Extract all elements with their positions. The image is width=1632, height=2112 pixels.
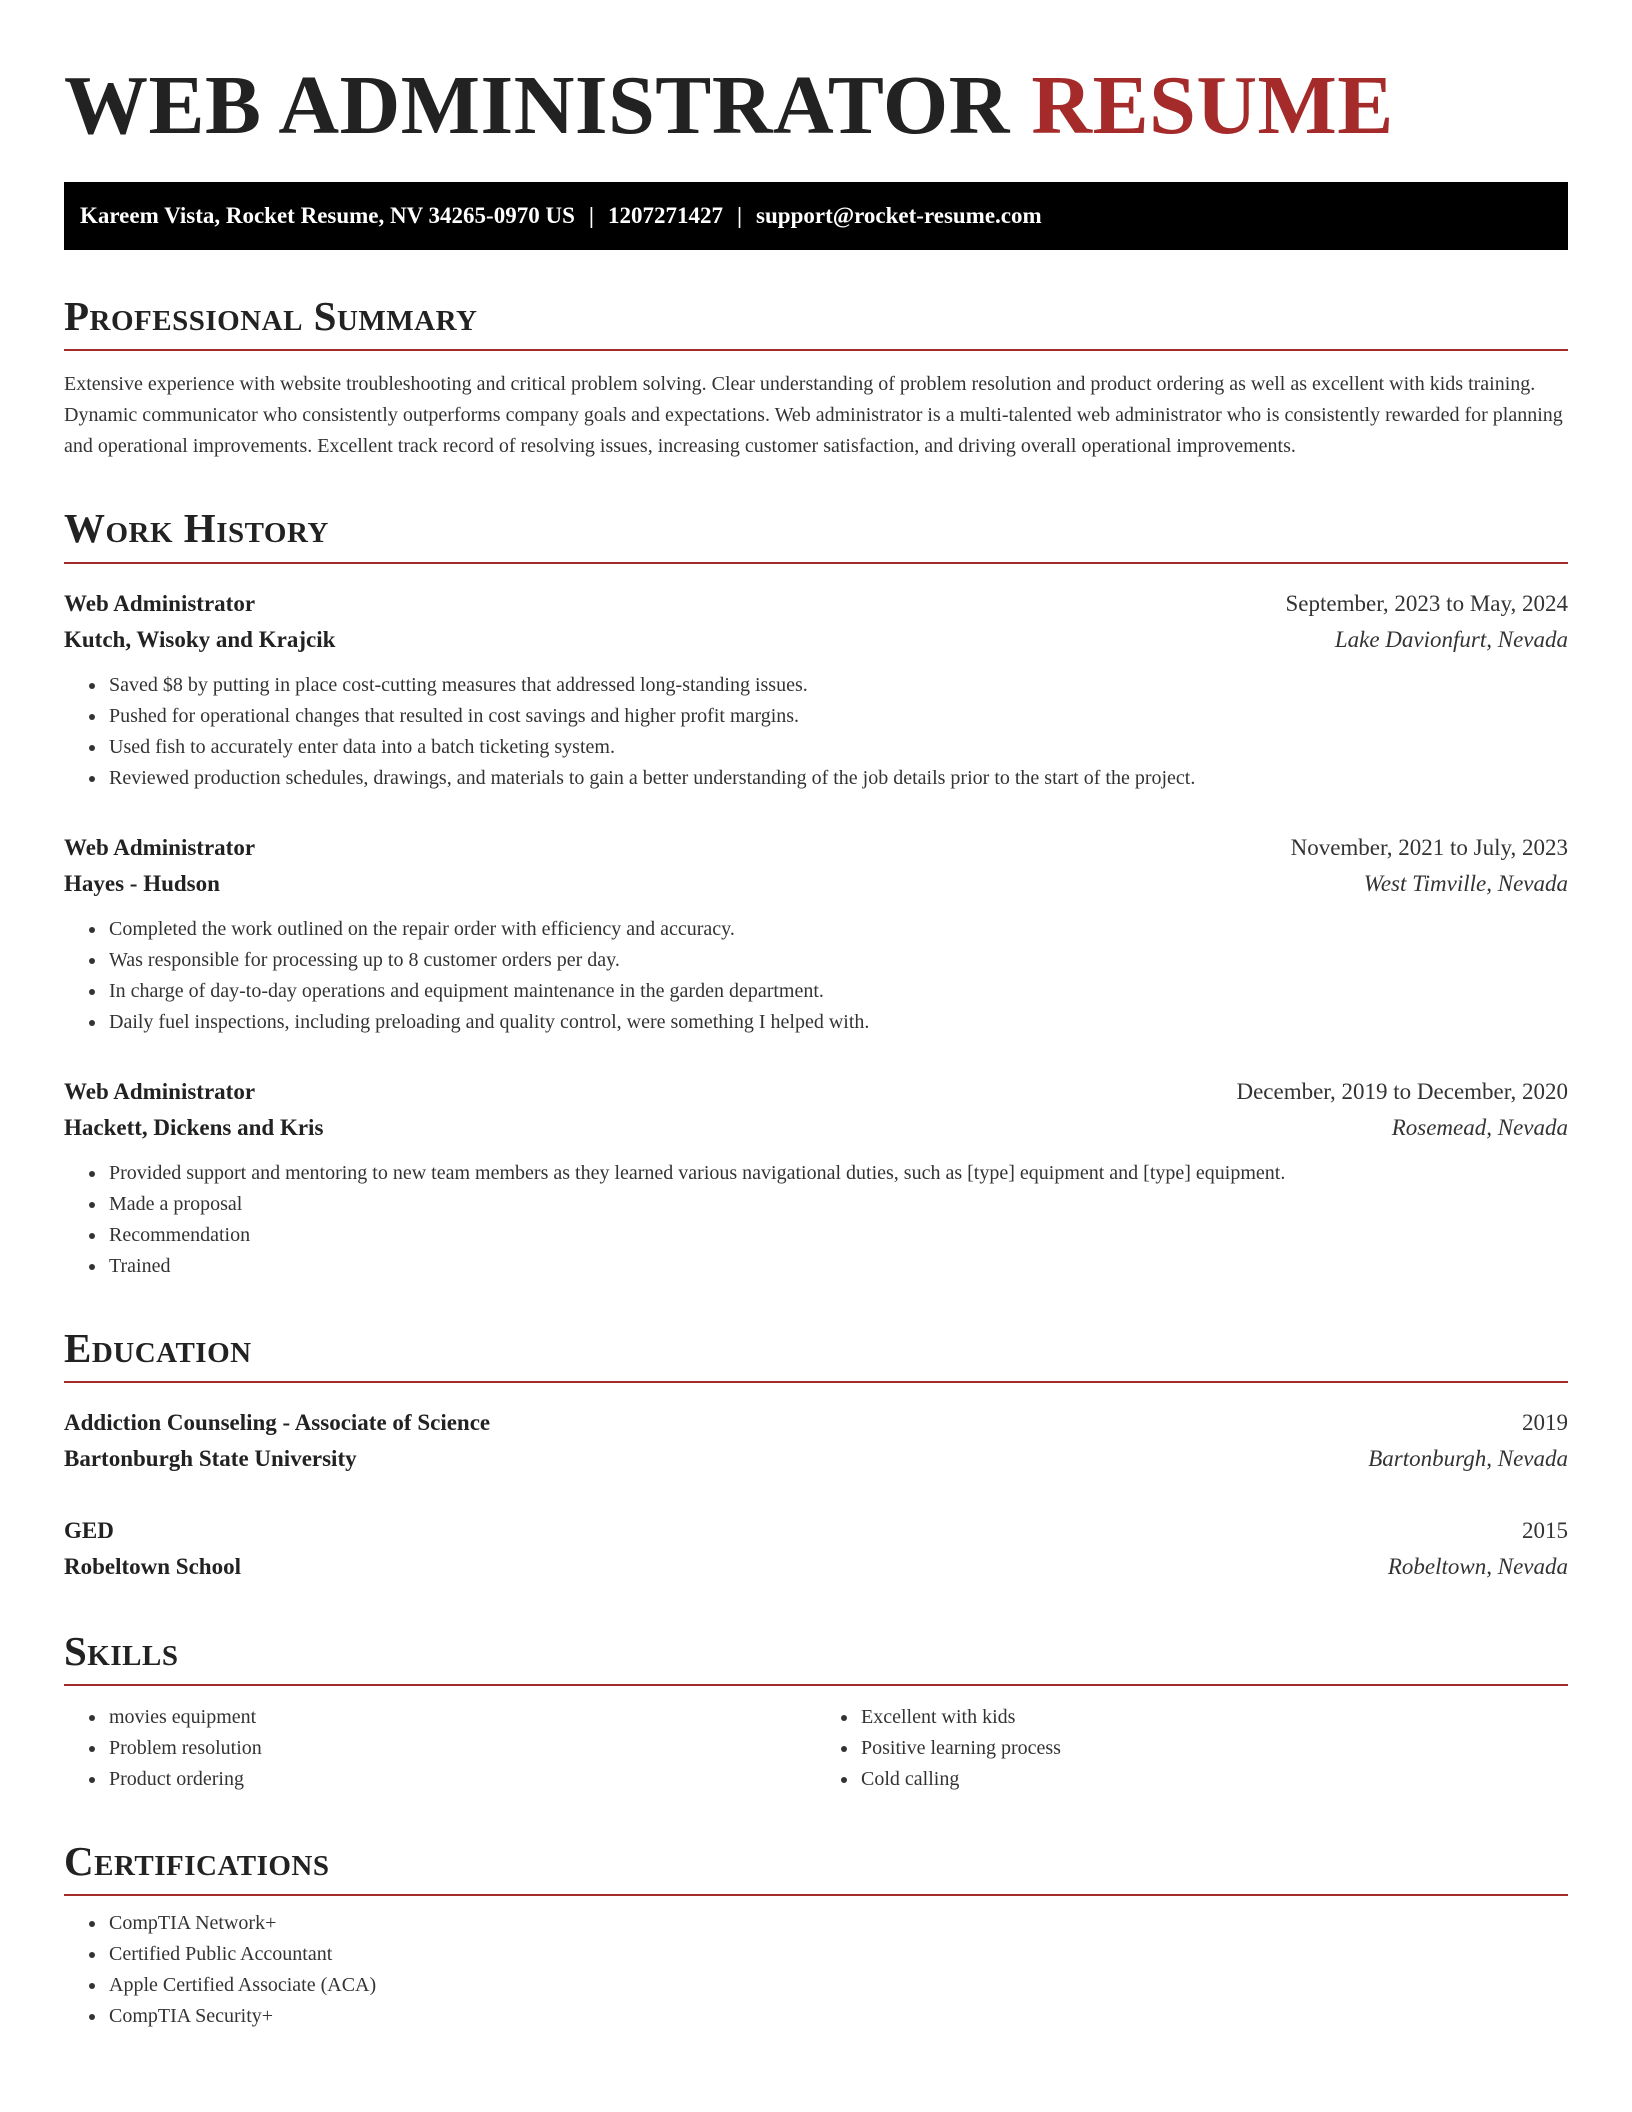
skill-item: • Positive learning process <box>859 1733 1568 1764</box>
education-degree: Addiction Counseling - Associate of Science <box>64 1409 491 1435</box>
job-title: Web Administrator <box>64 590 256 616</box>
certifications-section <box>64 1839 1568 2032</box>
education-section <box>64 1326 1568 1585</box>
certification-item: • CompTIA Network+ <box>107 1908 1568 1939</box>
education-degree-row <box>64 1405 1568 1441</box>
list-item: • Completed the work outlined on the repair order with efficiency and accuracy. <box>107 914 1568 945</box>
skill-item: • Problem resolution <box>107 1733 816 1764</box>
education-entry <box>64 1513 1568 1585</box>
job-header-row <box>64 830 1568 866</box>
education-school: Robeltown School <box>64 1553 241 1579</box>
title-accent: RESUME <box>1031 59 1394 152</box>
list-item: • Pushed for operational changes that resulted in cost savings and higher profit margins. <box>107 701 1568 732</box>
skills-list-left <box>64 1702 816 1795</box>
job-entry <box>64 586 1568 794</box>
education-degree-row <box>64 1513 1568 1549</box>
education-heading: Education <box>64 1326 1568 1383</box>
summary-section <box>64 294 1568 462</box>
skills-columns <box>64 1702 1568 1795</box>
skill-item: • Cold calling <box>859 1764 1568 1795</box>
job-company: Hayes - Hudson <box>64 870 220 896</box>
list-item: • In charge of day-to-day operations and equipment maintenance in the garden department. <box>107 976 1568 1007</box>
job-dates: November, 2021 to July, 2023 <box>1290 834 1568 860</box>
list-item: • Was responsible for processing up to 8 customer orders per day. <box>107 945 1568 976</box>
certification-item: • CompTIA Security+ <box>107 2001 1568 2032</box>
job-company-row <box>64 622 1568 658</box>
summary-text: Extensive experience with website troubleshooting and critical problem solving. Clear understanding of problem resolution and product ordering as well as excellent with kids training. Dynamic communicator who consistently outperforms company goals and expectations. Web administrator is a multi-talented web administrator who is consistently rewarded for planning and operational improvements. Excellent track record of resolving issues, increasing customer satisfaction, and driving overall operational improvements. <box>64 373 1563 458</box>
education-entry <box>64 1405 1568 1477</box>
list-item: • Saved $8 by putting in place cost-cutting measures that addressed long-standing issues. <box>107 670 1568 701</box>
contact-address: Kareem Vista, Rocket Resume, NV 34265-0970 US <box>80 203 575 229</box>
job-dates: September, 2023 to May, 2024 <box>1285 590 1568 616</box>
skill-item: • Product ordering <box>107 1764 816 1795</box>
education-school: Bartonburgh State University <box>64 1445 357 1471</box>
list-item: • Trained <box>107 1251 1568 1282</box>
contact-bar <box>64 182 1568 250</box>
education-year: 2015 <box>1522 1517 1568 1543</box>
job-entry <box>64 1074 1568 1282</box>
list-item: • Recommendation <box>107 1220 1568 1251</box>
summary-heading: Professional Summary <box>64 294 1568 351</box>
contact-separator: | <box>588 203 594 229</box>
job-location: West Timville, Nevada <box>1363 870 1568 896</box>
education-location: Bartonburgh, Nevada <box>1368 1445 1568 1471</box>
education-school-row <box>64 1441 1568 1477</box>
skills-list-right <box>816 1702 1568 1795</box>
certifications-list <box>64 1908 1568 2032</box>
job-title: Web Administrator <box>64 1078 256 1104</box>
job-header-row <box>64 586 1568 622</box>
job-company-row <box>64 1110 1568 1146</box>
job-entry <box>64 830 1568 1038</box>
list-item: • Provided support and mentoring to new team members as they learned various navigational duties, such as [type] equipment and [type] equipment. <box>107 1158 1568 1189</box>
certification-item: • Certified Public Accountant <box>107 1939 1568 1970</box>
certification-item: • Apple Certified Associate (ACA) <box>107 1970 1568 2001</box>
job-location: Rosemead, Nevada <box>1391 1114 1568 1140</box>
list-item: • Daily fuel inspections, including preloading and quality control, were something I helped with. <box>107 1007 1568 1038</box>
contact-separator: | <box>736 203 743 229</box>
list-item: • Used fish to accurately enter data into a batch ticketing system. <box>107 732 1568 763</box>
list-item: • Made a proposal <box>107 1189 1568 1220</box>
job-title: Web Administrator <box>64 834 256 860</box>
skill-item: • Excellent with kids <box>859 1702 1568 1733</box>
job-company-row <box>64 866 1568 902</box>
job-company: Hackett, Dickens and Kris <box>64 1114 324 1140</box>
job-duties <box>64 914 1568 1038</box>
job-company: Kutch, Wisoky and Krajcik <box>64 626 336 652</box>
list-item: • Reviewed production schedules, drawings, and materials to gain a better understanding of the job details prior to the start of the project. <box>107 763 1568 794</box>
job-location: Lake Davionfurt, Nevada <box>1334 626 1568 652</box>
education-degree: GED <box>64 1517 114 1543</box>
job-duties <box>64 670 1568 794</box>
skills-section <box>64 1629 1568 1795</box>
job-dates: December, 2019 to December, 2020 <box>1236 1078 1568 1104</box>
resume-title <box>64 60 1568 152</box>
skill-item: • movies equipment <box>107 1702 816 1733</box>
certifications-heading: Certifications <box>64 1839 1568 1896</box>
education-year: 2019 <box>1522 1409 1568 1435</box>
work-history-heading: Work History <box>64 506 1568 563</box>
education-location: Robeltown, Nevada <box>1387 1553 1568 1579</box>
work-history-section <box>64 506 1568 1281</box>
contact-email: support@rocket-resume.com <box>756 203 1042 229</box>
job-header-row <box>64 1074 1568 1110</box>
contact-phone: 1207271427 <box>607 203 723 229</box>
skills-heading: Skills <box>64 1629 1568 1686</box>
education-school-row <box>64 1549 1568 1585</box>
job-duties <box>64 1158 1568 1282</box>
title-main: WEB ADMINISTRATOR <box>64 59 1010 152</box>
